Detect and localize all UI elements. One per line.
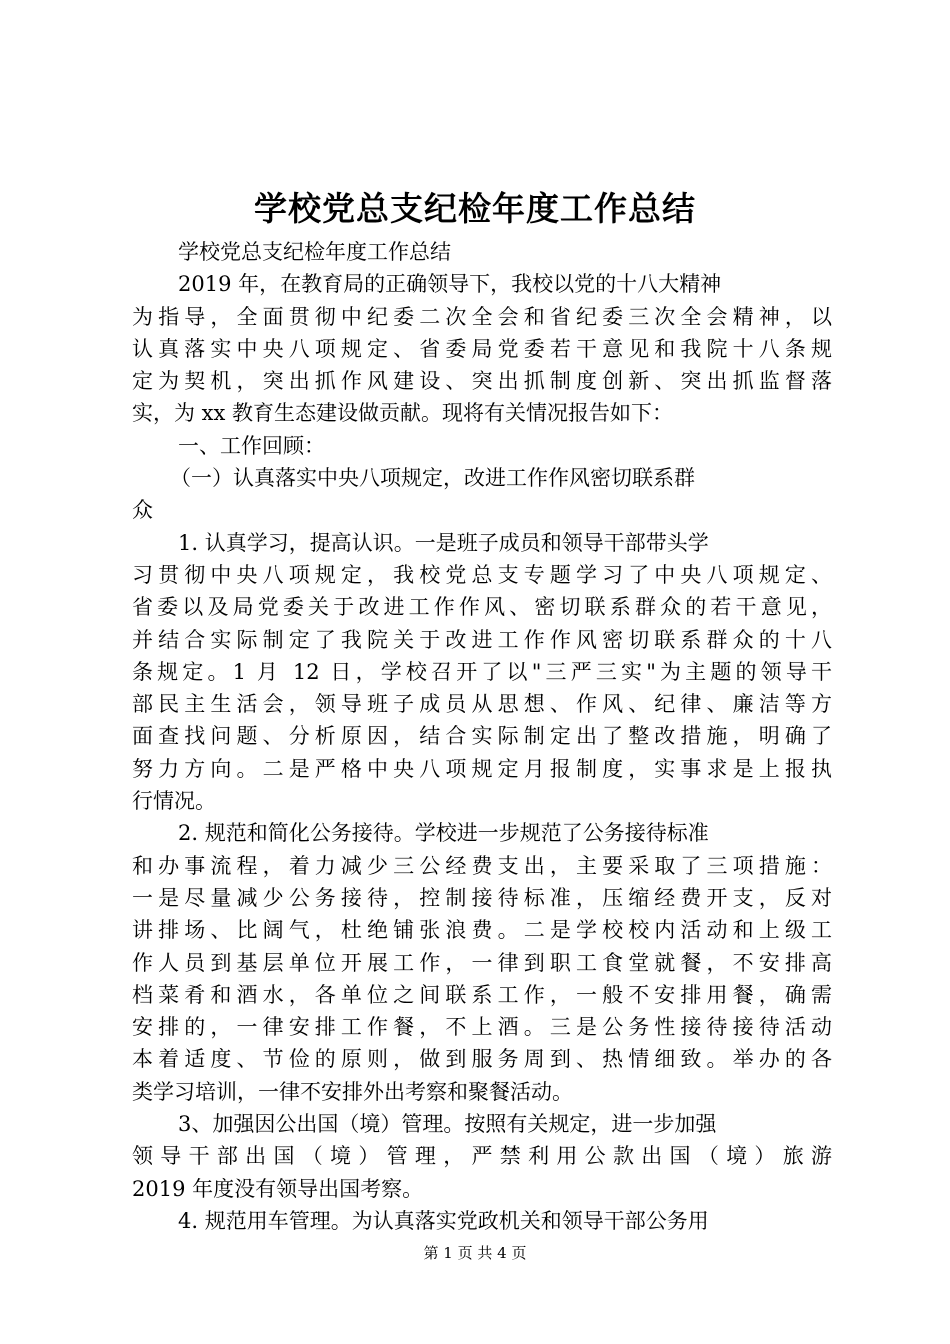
paragraph-line: 实，为 xx 教育生态建设做贡献。现将有关情况报告如下： xyxy=(132,401,674,426)
paragraph-line: 为指导，全面贯彻中纪委二次全会和省纪委三次全会精神，以 xyxy=(132,304,832,329)
paragraph-line: 努力方向。二是严格中央八项规定月报制度，实事求是上报执 xyxy=(132,756,832,781)
subsection-heading-cont: 众 xyxy=(132,498,153,523)
paragraph-line: 行情况。 xyxy=(132,789,216,814)
paragraph-line: 档菜肴和酒水，各单位之间联系工作，一般不安排用餐，确需 xyxy=(132,982,832,1007)
paragraph-line: 4. 规范用车管理。为认真落实党政机关和领导干部公务用 xyxy=(178,1208,709,1233)
paragraph-line: 安排的，一律安排工作餐，不上酒。三是公务性接待接待活动 xyxy=(132,1015,832,1040)
paragraph-line: 2. 规范和简化公务接待。学校进一步规范了公务接待标准 xyxy=(178,821,709,846)
paragraph-line: 面查找问题、分析原因，结合实际制定出了整改措施，明确了 xyxy=(132,724,832,749)
paragraph-line: 3、加强因公出国（境）管理。按照有关规定，进一步加强 xyxy=(178,1112,717,1137)
paragraph-line: 部民主生活会，领导班子成员从思想、作风、纪律、廉洁等方 xyxy=(132,692,832,717)
subsection-heading: （一）认真落实中央八项规定，改进工作作风密切联系群 xyxy=(170,466,695,491)
paragraph-line: 本着适度、节俭的原则，做到服务周到、热情细致。举办的各 xyxy=(132,1047,832,1072)
document-body xyxy=(132,236,832,1237)
paragraph-line: 认真落实中央八项规定、省委局党委若干意见和我院十八条规 xyxy=(132,336,832,361)
document-title: 学校党总支纪检年度工作总结 xyxy=(254,189,696,228)
paragraph-line: 领导干部出国（境）管理，严禁利用公款出国（境）旅游 xyxy=(132,1144,832,1169)
paragraph-line: 一是尽量减少公务接待，控制接待标准，压缩经费开支，反对 xyxy=(132,885,832,910)
page-footer: 第 1 页 共 4 页 xyxy=(423,1244,527,1262)
paragraph-line: 作人员到基层单位开展工作，一律到职工食堂就餐，不安排高 xyxy=(132,950,832,975)
paragraph-line: 1. 认真学习，提高认识。一是班子成员和领导干部带头学 xyxy=(178,530,709,555)
paragraph-line: 省委以及局党委关于改进工作作风、密切联系群众的若干意见， xyxy=(132,595,832,620)
section-heading: 一、工作回顾： xyxy=(178,433,325,458)
paragraph-line: 讲排场、比阔气，杜绝铺张浪费。二是学校校内活动和上级工 xyxy=(132,918,832,943)
paragraph-line: 2019 年度没有领导出国考察。 xyxy=(132,1176,424,1201)
paragraph-line: 条规定。1 月 12 日，学校召开了以"三严三实"为主题的领导干 xyxy=(132,659,832,684)
paragraph-line: 学校党总支纪检年度工作总结 xyxy=(178,240,451,264)
paragraph-line: 类学习培训，一律不安排外出考察和聚餐活动。 xyxy=(132,1079,573,1104)
paragraph-line: 定为契机，突出抓作风建设、突出抓制度创新、突出抓监督落 xyxy=(132,369,832,394)
paragraph-line: 习贯彻中央八项规定，我校党总支专题学习了中央八项规定、 xyxy=(132,562,832,587)
paragraph-line: 和办事流程，着力减少三公经费支出，主要采取了三项措施： xyxy=(132,853,832,878)
paragraph-line: 2019 年，在教育局的正确领导下，我校以党的十八大精神 xyxy=(178,272,722,297)
paragraph-line: 并结合实际制定了我院关于改进工作作风密切联系群众的十八 xyxy=(132,627,832,652)
